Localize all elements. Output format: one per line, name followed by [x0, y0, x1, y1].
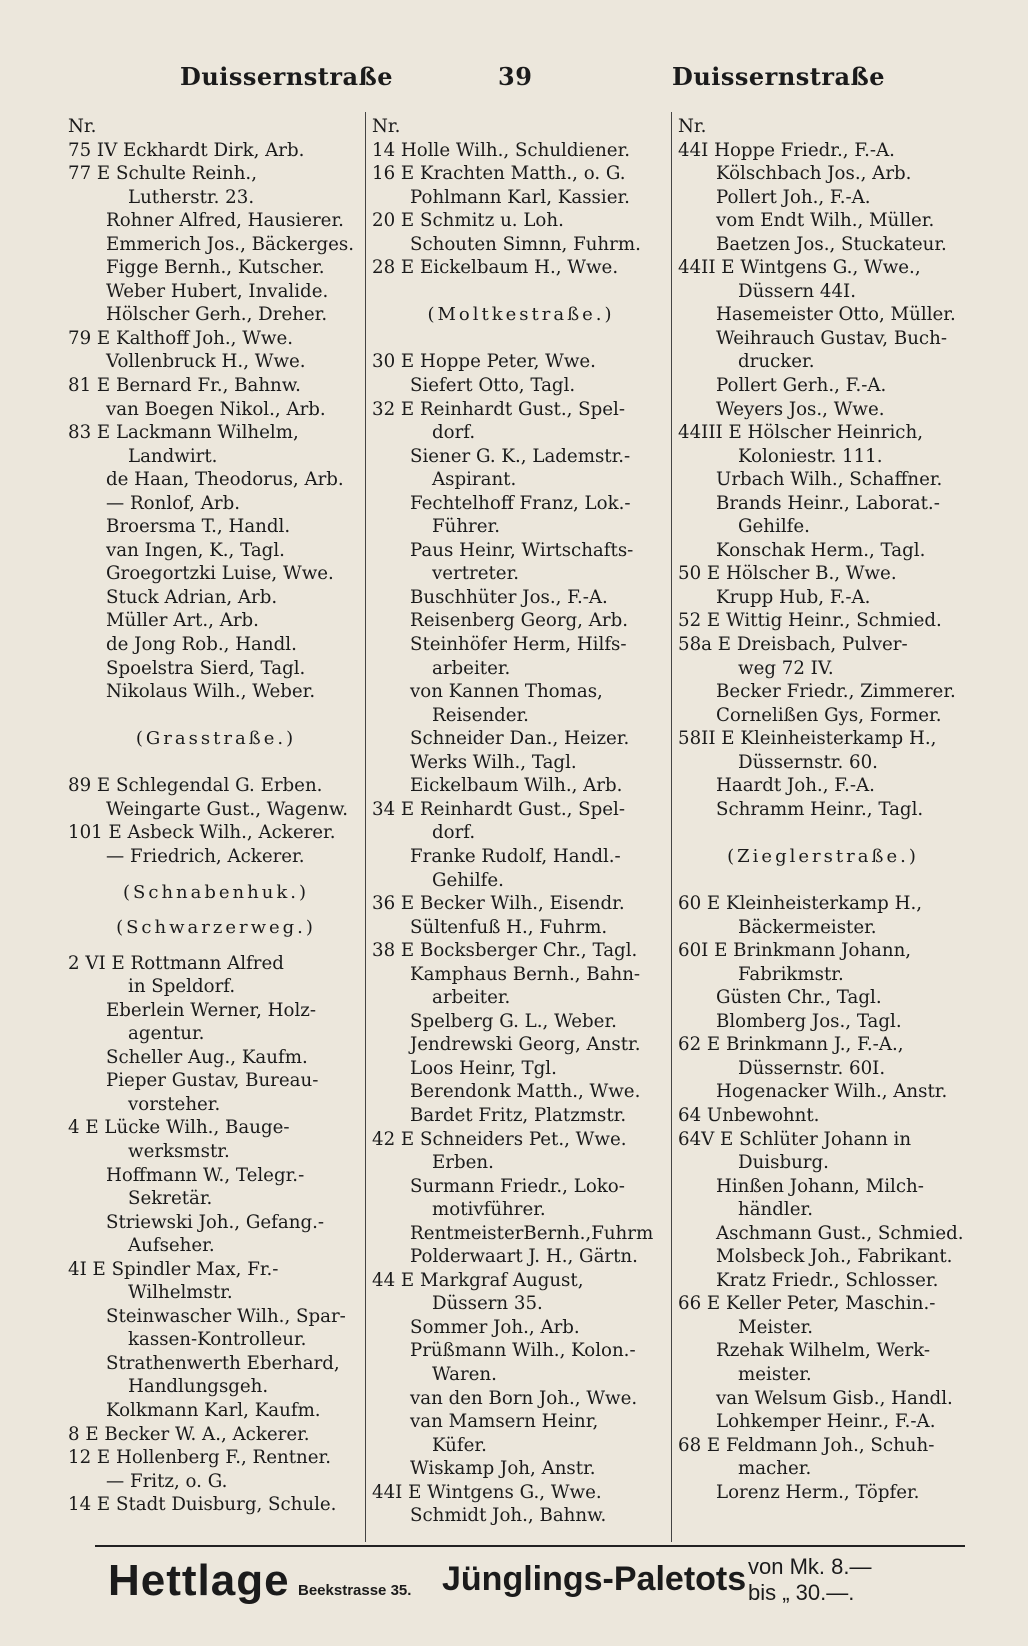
advertisement: [108, 1548, 968, 1628]
directory-entry: Wiskamp Joh, Anstr.: [410, 1458, 596, 1480]
directory-entry: Blomberg Jos., Tagl.: [716, 1010, 902, 1032]
directory-entry: Düssernstr. 60.: [738, 751, 878, 773]
directory-entry: Rohner Alfred, Hausierer.: [106, 210, 344, 232]
spacer: [372, 280, 670, 304]
directory-entry: Güsten Chr., Tagl.: [716, 987, 882, 1009]
directory-entry: Nr.: [68, 116, 97, 137]
directory-entry: macher.: [738, 1458, 812, 1480]
directory-entry: 44II E Wintgens G., Wwe.,: [678, 257, 921, 279]
directory-entry: van Welsum Gisb., Handl.: [716, 1387, 953, 1409]
directory-entry: 44III E Hölscher Heinrich,: [678, 422, 923, 444]
directory-entry: 60I E Brinkmann Johann,: [678, 940, 912, 962]
directory-entry: 28 E Eickelbaum H., Wwe.: [372, 257, 619, 279]
ad-price-line: bis „ 30.—.: [748, 1580, 855, 1605]
directory-entry: vom Endt Wilh., Müller.: [716, 210, 935, 232]
page-number: 39: [498, 62, 533, 91]
directory-entry: Kratz Friedr., Schlosser.: [716, 1269, 939, 1291]
directory-entry: Siener G. K., Lademstr.-: [410, 445, 631, 467]
directory-entry: in Speldorf.: [128, 976, 236, 998]
directory-entry: Kolkmann Karl, Kaufm.: [106, 1399, 321, 1421]
directory-entry: drucker.: [738, 351, 815, 373]
directory-entry: werksmstr.: [128, 1140, 230, 1162]
directory-entry: Kamphaus Bernh., Bahn-: [410, 963, 641, 985]
directory-entry: Siefert Otto, Tagl.: [410, 375, 576, 397]
directory-entry: 83 E Lackmann Wilhelm,: [68, 422, 299, 444]
directory-entry: Stuck Adrian, Arb.: [106, 586, 278, 608]
directory-entry: vorsteher.: [128, 1093, 221, 1115]
directory-entry: van Mamsern Heinr,: [410, 1411, 599, 1433]
ad-brand: Hettlage: [108, 1556, 290, 1605]
directory-entry: Düssern 44I.: [738, 280, 857, 302]
directory-entry: kassen-Kontrolleur.: [128, 1329, 307, 1351]
directory-entry: Brands Heinr., Laborat.-: [716, 492, 940, 514]
ad-price-line: von Mk. 8.—: [748, 1554, 872, 1579]
directory-entry: Düssern 35.: [432, 1293, 543, 1315]
directory-entry: Baetzen Jos., Stuckateur.: [716, 233, 947, 255]
directory-entry: arbeiter.: [432, 657, 511, 679]
directory-entry: 64V E Schlüter Johann in: [678, 1128, 912, 1150]
directory-entry: Rzehak Wilhelm, Werk-: [716, 1340, 931, 1362]
directory-entry: 77 E Schulte Reinh.,: [68, 163, 257, 185]
directory-entry: 8 E Becker W. A., Ackerer.: [68, 1423, 310, 1445]
spacer: [68, 940, 364, 952]
directory-entry: Hinßen Johann, Milch-: [716, 1175, 924, 1197]
directory-entry: meister.: [738, 1363, 812, 1385]
directory-entry: händler.: [738, 1199, 813, 1221]
directory-entry: Berendonk Matth., Wwe.: [410, 1081, 641, 1103]
directory-entry: 14 Holle Wilh., Schuldiener.: [372, 139, 631, 161]
directory-entry: Sültenfuß H., Fuhrm.: [410, 916, 608, 938]
directory-entry: Weyers Jos., Wwe.: [716, 398, 885, 420]
section-heading: (Schwarzerweg.): [116, 917, 316, 939]
directory-entry: 4 E Lücke Wilh., Bauge-: [68, 1117, 290, 1139]
directory-entry: de Haan, Theodorus, Arb.: [106, 469, 344, 491]
directory-entry: 44I E Wintgens G., Wwe.: [372, 1481, 602, 1503]
directory-entry: 68 E Feldmann Joh., Schuh-: [678, 1434, 935, 1456]
directory-entry: Weingarte Gust., Wagenw.: [106, 798, 349, 820]
directory-entry: Surmann Friedr., Loko-: [410, 1175, 625, 1197]
directory-entry: Vollenbruck H., Wwe.: [106, 351, 306, 373]
ad-divider: [95, 1545, 965, 1547]
directory-entry: 34 E Reinhardt Gust., Spel-: [372, 798, 626, 820]
directory-entry: 32 E Reinhardt Gust., Spel-: [372, 398, 626, 420]
directory-entry: Lutherstr. 23.: [128, 186, 255, 208]
directory-entry: 14 E Stadt Duisburg, Schule.: [68, 1494, 337, 1516]
directory-entry: 81 E Bernard Fr., Bahnw.: [68, 375, 301, 397]
directory-entry: 89 E Schlegendal G. Erben.: [68, 775, 323, 797]
directory-entry: Paus Heinr, Wirtschafts-: [410, 539, 634, 561]
section-heading: (Schnabenhuk.): [123, 881, 309, 903]
directory-entry: Buschhüter Jos., F.-A.: [410, 586, 608, 608]
directory-entry: Nr.: [372, 116, 401, 137]
directory-entry: Weihrauch Gustav, Buch-: [716, 327, 947, 349]
directory-entry: Pollert Gerh., F.-A.: [716, 375, 887, 397]
directory-entry: Fechtelhoff Franz, Lok.-: [410, 492, 631, 514]
directory-entry: dorf.: [432, 822, 476, 844]
column-1: [68, 115, 364, 1526]
directory-entry: Weber Hubert, Invalide.: [106, 280, 329, 302]
directory-entry: Kölschbach Jos., Arb.: [716, 163, 912, 185]
directory-entry: Lorenz Herm., Töpfer.: [716, 1481, 920, 1503]
directory-entry: Pollert Joh., F.-A.: [716, 186, 871, 208]
directory-entry: 79 E Kalthoff Joh., Wwe.: [68, 327, 294, 349]
directory-entry: Becker Friedr., Zimmerer.: [716, 681, 956, 703]
section-heading: (Zieglerstraße.): [727, 845, 919, 867]
directory-entry: Duisburg.: [738, 1152, 829, 1174]
directory-entry: 66 E Keller Peter, Maschin.-: [678, 1293, 936, 1315]
directory-entry: Hölscher Gerh., Dreher.: [106, 304, 328, 326]
directory-entry: Prüßmann Wilh., Kolon.-: [410, 1340, 636, 1362]
spacer: [68, 751, 364, 775]
directory-entry: von Kannen Thomas,: [410, 681, 603, 703]
directory-entry: Meister.: [738, 1316, 814, 1338]
directory-entry: Fabrikmstr.: [738, 963, 844, 985]
directory-entry: Broersma T., Handl.: [106, 516, 291, 538]
directory-entry: 60 E Kleinheisterkamp H.,: [678, 893, 923, 915]
directory-entry: Sommer Joh., Arb.: [410, 1316, 580, 1338]
directory-entry: — Fritz, o. G.: [106, 1470, 228, 1492]
directory-entry: Haardt Joh., F.-A.: [716, 775, 875, 797]
directory-entry: de Jong Rob., Handl.: [106, 634, 297, 656]
directory-entry: Strathenwerth Eberhard,: [106, 1352, 340, 1374]
directory-entry: Aufseher.: [128, 1235, 215, 1257]
directory-entry: Lohkemper Heinr., F.-A.: [716, 1411, 936, 1433]
directory-entry: Führer.: [432, 516, 500, 538]
directory-entry: — Ronlof, Arb.: [106, 492, 240, 514]
directory-entry: Emmerich Jos., Bäckerges.: [106, 233, 355, 255]
directory-entry: Konschak Herm., Tagl.: [716, 539, 926, 561]
section-heading: (Moltkestraße.): [427, 304, 615, 326]
directory-entry: Hogenacker Wilh., Anstr.: [716, 1081, 948, 1103]
page-header: [0, 62, 1028, 102]
directory-entry: Düssernstr. 60I.: [738, 1057, 886, 1079]
spacer: [68, 869, 364, 881]
directory-entry: Schneider Dan., Heizer.: [410, 728, 630, 750]
header-street-left: Duissernstraße: [180, 62, 394, 91]
directory-entry: Steinwascher Wilh., Spar-: [106, 1305, 346, 1327]
directory-entry: 12 E Hollenberg F., Rentner.: [68, 1447, 331, 1469]
directory-entry: Landwirt.: [128, 445, 218, 467]
directory-entry: Reisenberg Georg, Arb.: [410, 610, 629, 632]
directory-entry: Steinhöfer Herm, Hilfs-: [410, 634, 627, 656]
directory-entry: Hoffmann W., Telegr.-: [106, 1164, 305, 1186]
directory-entry: vertreter.: [432, 563, 520, 585]
directory-entry: 101 E Asbeck Wilh., Ackerer.: [68, 822, 336, 844]
directory-entry: 36 E Becker Wilh., Eisendr.: [372, 893, 625, 915]
directory-entry: dorf.: [432, 422, 476, 444]
directory-entry: Nr.: [678, 116, 707, 137]
directory-entry: 44I Hoppe Friedr., F.-A.: [678, 139, 895, 161]
directory-entry: van Ingen, K., Tagl.: [106, 539, 285, 561]
directory-entry: Bäckermeister.: [738, 916, 877, 938]
directory-entry: Loos Heinr, Tgl.: [410, 1057, 557, 1079]
directory-entry: Koloniestr. 111.: [738, 445, 883, 467]
column-3: [678, 115, 968, 1526]
directory-entry: 52 E Wittig Heinr., Schmied.: [678, 610, 942, 632]
directory-entry: 38 E Bocksberger Chr., Tagl.: [372, 940, 638, 962]
header-street-right: Duissernstraße: [672, 62, 886, 91]
directory-entry: motivführer.: [432, 1199, 546, 1221]
directory-entry: Spoelstra Sierd, Tagl.: [106, 657, 306, 679]
directory-entry: Aschmann Gust., Schmied.: [716, 1222, 964, 1244]
directory-entry: van den Born Joh., Wwe.: [410, 1387, 638, 1409]
directory-entry: weg 72 IV.: [738, 657, 834, 679]
directory-entry: 58a E Dreisbach, Pulver-: [678, 634, 908, 656]
ad-product: Jünglings-Paletots: [442, 1560, 747, 1598]
directory-entry: Pieper Gustav, Bureau-: [106, 1070, 319, 1092]
directory-entry: Gehilfe.: [738, 516, 810, 538]
directory-entry: Polderwaart J. H., Gärtn.: [410, 1246, 638, 1268]
column-divider: [671, 112, 672, 1542]
ad-price: [748, 1554, 871, 1606]
directory-entry: Waren.: [432, 1363, 497, 1385]
directory-entry: RentmeisterBernh.,Fuhrm: [410, 1222, 654, 1244]
spacer: [678, 869, 968, 893]
directory-entry: Figge Bernh., Kutscher.: [106, 257, 325, 279]
directory-entry: Wilhelmstr.: [128, 1282, 233, 1304]
directory-entry: Molsbeck Joh., Fabrikant.: [716, 1246, 953, 1268]
directory-entry: Küfer.: [432, 1434, 487, 1456]
directory-entry: 16 E Krachten Matth., o. G.: [372, 163, 626, 185]
directory-entry: 2 VI E Rottmann Alfred: [68, 952, 284, 974]
ad-address: Beekstrasse 35.: [298, 1582, 412, 1599]
spacer: [68, 904, 364, 916]
directory-entry: 20 E Schmitz u. Loh.: [372, 210, 564, 232]
directory-entry: Urbach Wilh., Schaffner.: [716, 469, 943, 491]
directory-entry: Striewski Joh., Gefang.-: [106, 1211, 325, 1233]
directory-entry: Franke Rudolf, Handl.-: [410, 845, 621, 867]
directory-entry: arbeiter.: [432, 987, 511, 1009]
directory-entry: Erben.: [432, 1152, 494, 1174]
directory-entry: Schouten Simnn, Fuhrm.: [410, 233, 641, 255]
directory-entry: Reisender.: [432, 704, 529, 726]
directory-entry: Cornelißen Gys, Former.: [716, 704, 942, 726]
directory-entry: Hasemeister Otto, Müller.: [716, 304, 956, 326]
directory-entry: Jendrewski Georg, Anstr.: [410, 1034, 641, 1056]
directory-entry: Handlungsgeh.: [128, 1376, 269, 1398]
directory-entry: Nikolaus Wilh., Weber.: [106, 681, 316, 703]
directory-entry: 75 IV Eckhardt Dirk, Arb.: [68, 139, 305, 161]
directory-entry: 50 E Hölscher B., Wwe.: [678, 563, 897, 585]
directory-entry: 4I E Spindler Max, Fr.-: [68, 1258, 279, 1280]
directory-entry: 58II E Kleinheisterkamp H.,: [678, 728, 937, 750]
column-divider: [365, 112, 366, 1542]
directory-entry: — Friedrich, Ackerer.: [106, 845, 305, 867]
directory-entry: Aspirant.: [432, 469, 517, 491]
spacer: [678, 821, 968, 845]
directory-entry: Werks Wilh., Tagl.: [410, 751, 577, 773]
directory-entry: Schmidt Joh., Bahnw.: [410, 1505, 607, 1527]
directory-entry: Pohlmann Karl, Kassier.: [410, 186, 630, 208]
spacer: [68, 704, 364, 728]
directory-entry: Müller Art., Arb.: [106, 610, 259, 632]
directory-entry: agentur.: [128, 1023, 205, 1045]
directory-entry: Eberlein Werner, Holz-: [106, 999, 317, 1021]
directory-entry: Bardet Fritz, Platzmstr.: [410, 1104, 627, 1126]
spacer: [372, 327, 670, 351]
directory-entry: Krupp Hub, F.-A.: [716, 586, 871, 608]
directory-entry: 42 E Schneiders Pet., Wwe.: [372, 1128, 627, 1150]
directory-entry: 64 Unbewohnt.: [678, 1104, 820, 1126]
directory-entry: 44 E Markgraf August,: [372, 1269, 584, 1291]
directory-entry: 30 E Hoppe Peter, Wwe.: [372, 351, 596, 373]
directory-entry: 62 E Brinkmann J., F.-A.,: [678, 1034, 904, 1056]
directory-entry: Groegortzki Luise, Wwe.: [106, 563, 334, 585]
directory-entry: Gehilfe.: [432, 869, 504, 891]
directory-entry: Spelberg G. L., Weber.: [410, 1010, 617, 1032]
section-heading: (Grasstraße.): [135, 728, 297, 750]
directory-entry: van Boegen Nikol., Arb.: [106, 398, 326, 420]
column-2: [372, 115, 670, 1526]
directory-entry: Schramm Heinr., Tagl.: [716, 798, 924, 820]
directory-entry: Scheller Aug., Kaufm.: [106, 1046, 308, 1068]
directory-entry: Sekretär.: [128, 1188, 213, 1210]
directory-entry: Eickelbaum Wilh., Arb.: [410, 775, 623, 797]
